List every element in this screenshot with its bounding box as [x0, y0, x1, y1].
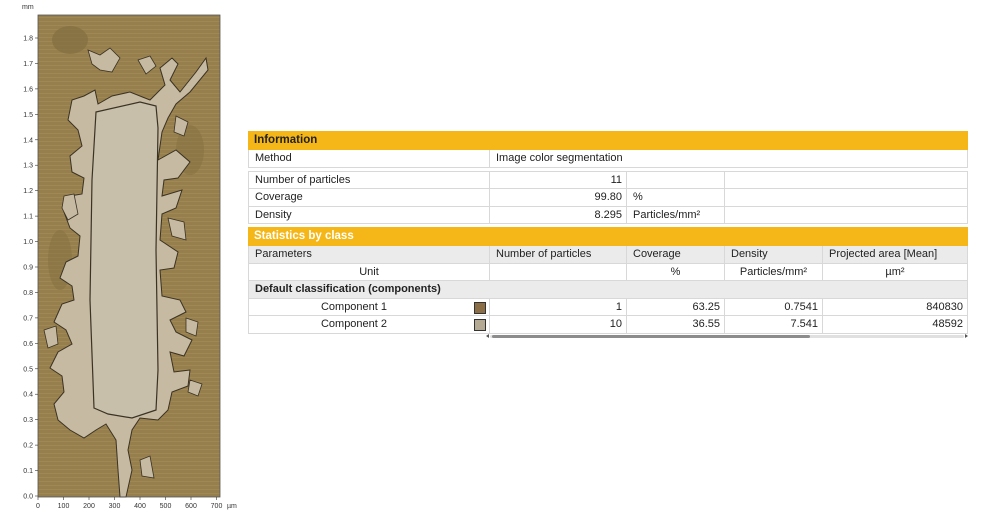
y-axis-unit-label: mm	[22, 4, 34, 11]
component-name: Component 1	[320, 300, 388, 313]
column-header-coverage: Coverage	[626, 246, 724, 263]
y-axis-tick-label: 0.9	[23, 264, 33, 272]
classification-group-label: Default classification (components)	[255, 283, 441, 295]
y-axis-tick-label: 0.1	[23, 468, 33, 476]
component-row	[248, 316, 968, 334]
information-row	[248, 207, 968, 225]
unit-density: Particles/mm²	[724, 264, 822, 281]
component-projected-area: 48592	[822, 316, 967, 333]
column-header-density: Density	[724, 246, 822, 263]
information-row-unit	[626, 172, 724, 189]
information-row	[248, 189, 968, 207]
y-axis-tick-label: 1.5	[23, 111, 33, 119]
x-axis-tick-label: 500	[159, 503, 172, 510]
x-axis-tick-label: 700	[210, 503, 223, 510]
component-color-swatch	[474, 302, 486, 314]
y-axis-tick-label: 0.8	[23, 289, 33, 297]
horizontal-scrollbar[interactable]	[486, 334, 968, 339]
unit-coverage: %	[626, 264, 724, 281]
unit-label: Unit	[359, 265, 379, 278]
information-row-value: 11	[489, 172, 626, 189]
x-axis-tick-label: 0	[36, 503, 40, 510]
y-axis-tick-label: 1.0	[23, 239, 33, 247]
x-axis-tick-label: 400	[134, 503, 146, 510]
statistics-column-header-row	[248, 246, 968, 264]
y-axis-tick-label: 1.3	[23, 162, 33, 170]
component-density: 7.541	[724, 316, 822, 333]
method-label: Method	[255, 152, 292, 164]
component-coverage: 63.25	[626, 299, 724, 316]
y-axis-tick-label: 1.2	[23, 188, 33, 196]
information-row-label: Density	[255, 208, 292, 221]
x-axis	[36, 497, 222, 510]
segmentation-image	[0, 0, 240, 515]
information-row-unit: %	[626, 189, 724, 206]
x-axis-tick-label: 300	[108, 503, 121, 510]
component-number-of-particles: 1	[489, 299, 626, 316]
information-row-label: Number of particles	[255, 173, 351, 186]
y-axis-tick-label: 1.6	[23, 86, 33, 94]
component-swatch-cell	[459, 316, 489, 333]
y-axis-tick-label: 1.8	[23, 35, 33, 43]
information-row-empty	[724, 207, 967, 224]
y-axis	[23, 36, 38, 501]
scroll-right-arrow-icon[interactable]	[965, 334, 968, 338]
information-row	[248, 172, 968, 190]
results-panel	[248, 131, 968, 334]
y-axis-tick-label: 0.6	[23, 340, 33, 348]
x-axis-tick-label: 200	[83, 503, 95, 510]
component-coverage: 36.55	[626, 316, 724, 333]
information-row-label: Coverage	[255, 191, 303, 203]
column-header-number-of-particles: Number of particles	[489, 246, 626, 263]
y-axis-tick-label: 0.4	[23, 391, 33, 399]
y-axis-tick-label: 0.0	[23, 493, 33, 501]
scrollbar-thumb[interactable]	[492, 335, 810, 338]
component-swatch-cell	[459, 299, 489, 316]
y-axis-tick-label: 1.1	[23, 213, 33, 221]
unit-row	[248, 264, 968, 282]
x-axis-tick-label: 100	[57, 503, 70, 510]
component-number-of-particles: 10	[489, 316, 626, 333]
method-value: Image color segmentation	[489, 150, 967, 167]
component-row	[248, 299, 968, 317]
x-axis-unit-label: µm	[227, 503, 237, 510]
column-header-parameters: Parameters	[255, 248, 312, 260]
information-row-empty	[724, 172, 967, 189]
information-row-value: 99.80	[489, 189, 626, 206]
method-row	[248, 150, 968, 168]
y-axis-tick-label: 0.5	[23, 366, 33, 374]
scroll-left-arrow-icon[interactable]	[486, 334, 489, 338]
classification-group-row	[248, 281, 968, 299]
segmentation-image-panel	[0, 0, 240, 515]
component-projected-area: 840830	[822, 299, 967, 316]
component-color-swatch	[474, 319, 486, 331]
y-axis-tick-label: 0.2	[23, 442, 33, 450]
component-name: Component 2	[320, 318, 388, 330]
y-axis-tick-label: 1.7	[23, 60, 33, 68]
y-axis-tick-label: 1.4	[23, 137, 33, 145]
information-row-empty	[724, 189, 967, 206]
component-density: 0.7541	[724, 299, 822, 316]
information-rows	[248, 171, 968, 225]
particle-core	[90, 102, 158, 418]
x-axis-tick-label: 600	[185, 503, 197, 510]
information-header: Information	[248, 131, 968, 150]
component-rows	[248, 299, 968, 334]
unit-projected-area: µm²	[822, 264, 967, 281]
unit-number-of-particles	[489, 264, 626, 281]
statistics-header: Statistics by class	[248, 227, 968, 246]
y-axis-tick-label: 0.3	[23, 417, 33, 425]
y-axis-tick-label: 0.7	[23, 315, 33, 323]
information-row-value: 8.295	[489, 207, 626, 224]
column-header-projected-area: Projected area [Mean]	[822, 246, 967, 263]
information-row-unit: Particles/mm²	[626, 207, 724, 224]
dark-blotch	[52, 26, 88, 54]
